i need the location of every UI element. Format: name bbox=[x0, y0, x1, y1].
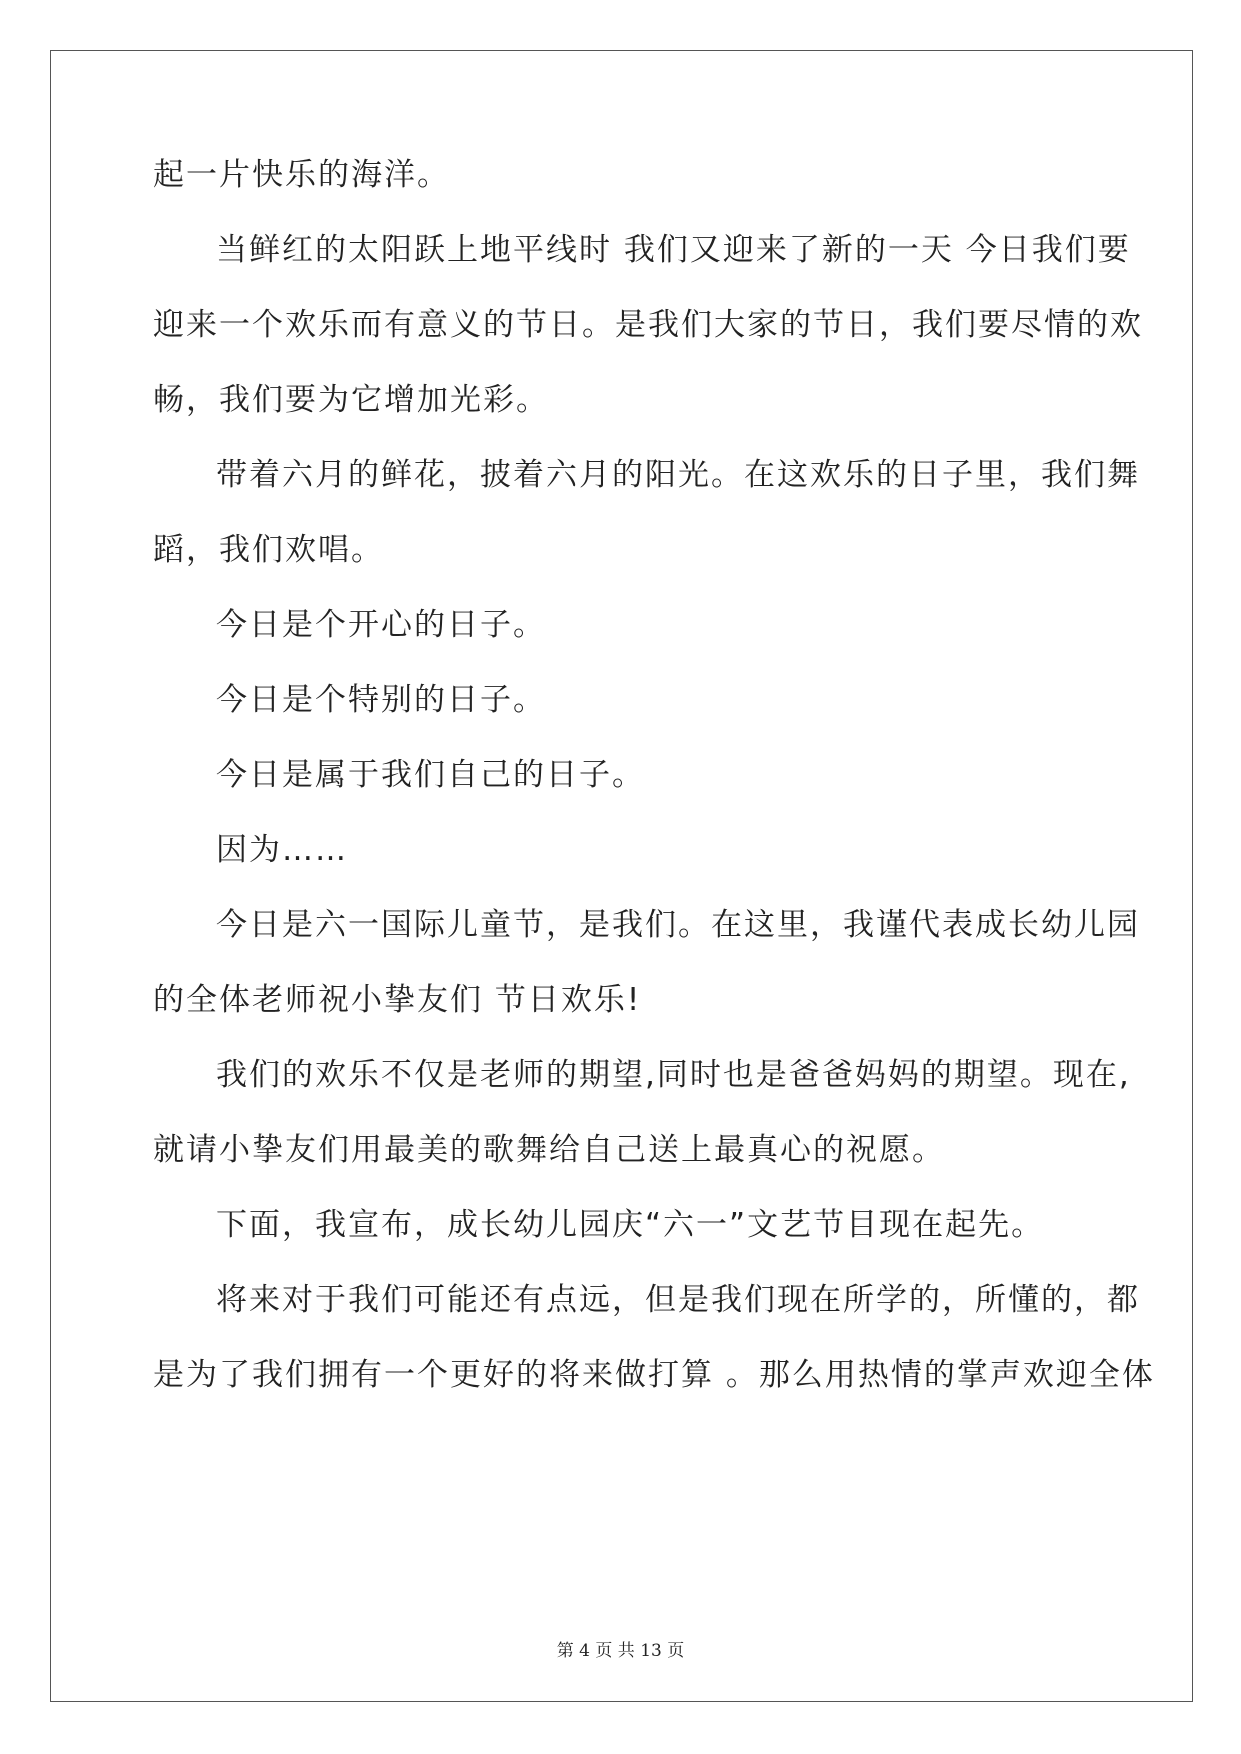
text-line: 的全体老师祝小挚友们 节日欢乐! bbox=[153, 982, 642, 1018]
text-line: 今日是六一国际儿童节，是我们。在这里，我谨代表成长幼儿园 bbox=[216, 907, 1140, 943]
text-line: 起一片快乐的海洋。 bbox=[153, 157, 450, 193]
text-line: 今日是个特别的日子。 bbox=[216, 682, 546, 718]
text-line: 就请小挚友们用最美的歌舞给自己送上最真心的祝愿。 bbox=[153, 1132, 945, 1168]
text-line: 带着六月的鲜花，披着六月的阳光。在这欢乐的日子里，我们舞 bbox=[216, 457, 1140, 493]
text-line: 将来对于我们可能还有点远，但是我们现在所学的，所懂的，都 bbox=[216, 1282, 1140, 1318]
text-line: 下面，我宣布，成长幼儿园庆“六一”文艺节目现在起先。 bbox=[216, 1207, 1045, 1243]
text-line: 蹈，我们欢唱。 bbox=[153, 532, 384, 568]
text-line: 迎来一个欢乐而有意义的节日。是我们大家的节日，我们要尽情的欢 bbox=[153, 307, 1143, 343]
text-line: 畅，我们要为它增加光彩。 bbox=[153, 382, 549, 418]
text-line: 今日是属于我们自己的日子。 bbox=[216, 757, 645, 793]
text-line: 因为…… bbox=[216, 832, 348, 868]
text-line: 我们的欢乐不仅是老师的期望,同时也是爸爸妈妈的期望。现在, bbox=[216, 1057, 1131, 1093]
page-border bbox=[50, 50, 1193, 1702]
page-footer: 第 4 页 共 13 页 bbox=[556, 1641, 685, 1661]
text-line: 今日是个开心的日子。 bbox=[216, 607, 546, 643]
text-line: 当鲜红的太阳跃上地平线时 我们又迎来了新的一天 今日我们要 bbox=[216, 232, 1131, 268]
text-line: 是为了我们拥有一个更好的将来做打算 。那么用热情的掌声欢迎全体 bbox=[153, 1357, 1155, 1393]
